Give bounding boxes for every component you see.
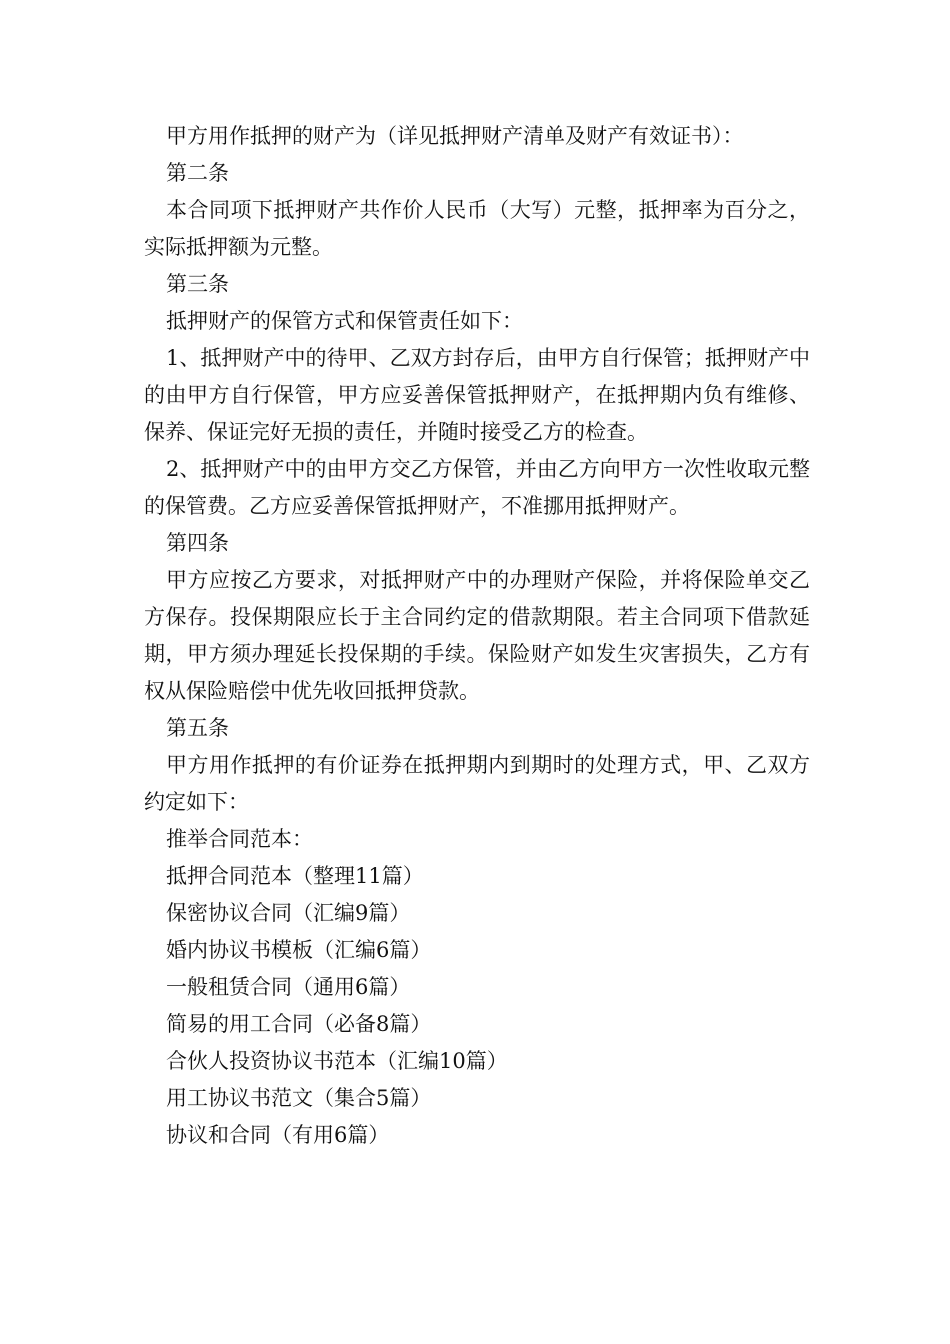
paragraph-custody-item-2: 2、抵押财产中的由甲方交乙方保管，并由乙方向甲方一次性收取元整的保管费。乙方应妥善保管抵押财产，不准挪用抵押财产。 <box>144 457 810 518</box>
recommend-link[interactable]: 抵押合同范本（整理11篇） <box>166 864 424 888</box>
paragraph-custody-intro: 抵押财产的保管方式和保管责任如下： <box>166 309 523 333</box>
article-heading-4: 第四条 <box>166 531 229 555</box>
recommend-heading: 推举合同范本： <box>166 827 313 851</box>
recommend-link[interactable]: 协议和合同（有用6篇） <box>166 1123 390 1147</box>
paragraph-valuation: 本合同项下抵押财产共作价人民币（大写）元整，抵押率为百分之，实际抵押额为元整。 <box>144 198 810 259</box>
document-page <box>144 118 810 1154</box>
paragraph-securities: 甲方用作抵押的有价证券在抵押期内到期时的处理方式，甲、乙双方约定如下： <box>144 753 810 814</box>
paragraph-custody-item-1: 1、抵押财产中的待甲、乙双方封存后，由甲方自行保管；抵押财产中的由甲方自行保管，甲方应妥善保管抵押财产，在抵押期内负有维修、保养、保证完好无损的责任，并随时接受乙方的检查。 <box>144 346 810 444</box>
paragraph-insurance: 甲方应按乙方要求，对抵押财产中的办理财产保险，并将保险单交乙方保存。投保期限应长于主合同约定的借款期限。若主合同项下借款延期，甲方须办理延长投保期的手续。保险财产如发生灾害损失，乙方有权从保险赔偿中优先收回抵押贷款。 <box>144 568 810 703</box>
recommend-link[interactable]: 用工协议书范文（集合5篇） <box>166 1086 432 1110</box>
recommend-link[interactable]: 合伙人投资协议书范本（汇编10篇） <box>166 1049 508 1073</box>
article-heading-2: 第二条 <box>166 161 229 185</box>
recommend-list <box>144 858 810 1154</box>
recommend-link[interactable]: 保密协议合同（汇编9篇） <box>166 901 411 925</box>
article-heading-3: 第三条 <box>166 272 229 296</box>
paragraph-property-description: 甲方用作抵押的财产为（详见抵押财产清单及财产有效证书）： <box>166 124 744 148</box>
article-heading-5: 第五条 <box>166 716 229 740</box>
recommend-link[interactable]: 婚内协议书模板（汇编6篇） <box>166 938 432 962</box>
recommend-link[interactable]: 简易的用工合同（必备8篇） <box>166 1012 432 1036</box>
recommend-link[interactable]: 一般租赁合同（通用6篇） <box>166 975 411 999</box>
